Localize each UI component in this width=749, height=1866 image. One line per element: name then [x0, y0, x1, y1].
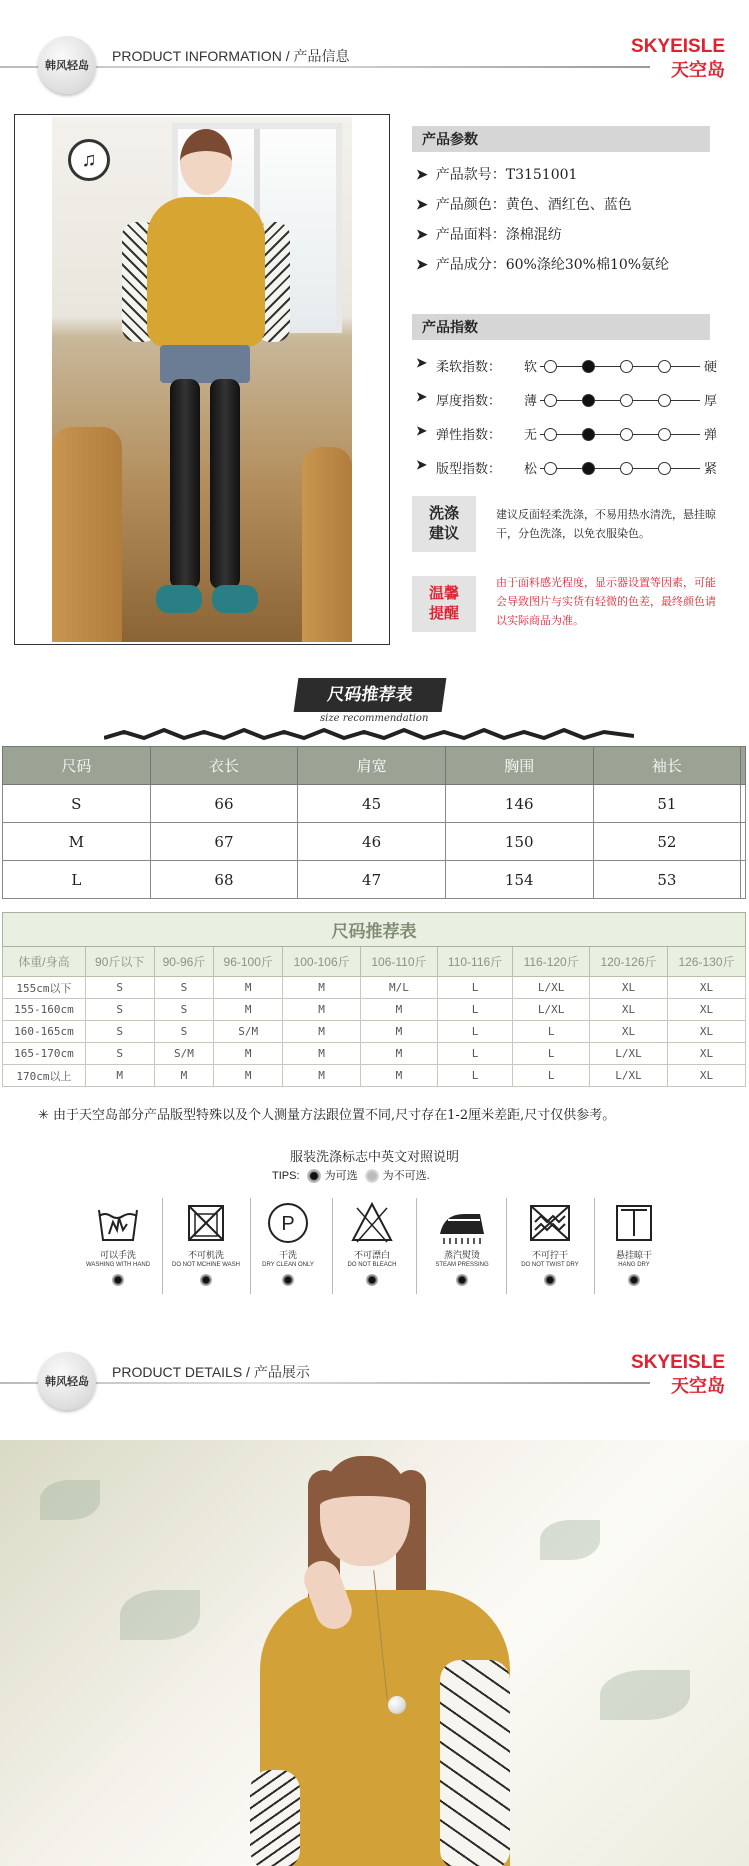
- size-disclaimer: ✳ 由于天空岛部分产品版型特殊以及个人测量方法跟位置不同,尺寸存在1-2厘米差距,尺寸仅供参考。: [38, 1108, 616, 1123]
- table-cell: M: [361, 1043, 438, 1065]
- care-symbol-label-en: DO NOT MCHINE WASH: [171, 1262, 240, 1268]
- table-row: [3, 861, 746, 899]
- table-cell: S: [85, 977, 154, 999]
- table-cell: L: [437, 1043, 513, 1065]
- index-high-label: 厚: [704, 394, 718, 409]
- table-caption: 尺码推荐表: [3, 913, 746, 947]
- symbol-divider: [506, 1198, 507, 1294]
- table-cell: [741, 861, 746, 899]
- pearl-pendant: [388, 1696, 406, 1714]
- table-cell: M/L: [361, 977, 438, 999]
- table-cell: S: [154, 1021, 214, 1043]
- table-cell: S: [85, 1021, 154, 1043]
- table-row: [3, 785, 746, 823]
- table-header-cell: 90-96斤: [154, 947, 214, 977]
- table-cell: M: [283, 999, 361, 1021]
- table-cell: XL: [667, 1065, 745, 1087]
- unselectable-dot-icon: [365, 1169, 379, 1183]
- table-cell: L/XL: [513, 999, 590, 1021]
- spec-text: 产品成分：60%涤纶30%棉10%氨纶: [435, 257, 670, 273]
- table-cell: XL: [590, 977, 668, 999]
- index-level-dot: [658, 462, 671, 475]
- index-row: [416, 356, 726, 376]
- table-cell: M: [361, 1021, 438, 1043]
- index-row: [416, 390, 726, 410]
- product-detail-photo: [0, 1440, 749, 1866]
- table-row: [3, 1065, 746, 1087]
- table-cell: S: [85, 1043, 154, 1065]
- care-symbol: [420, 1200, 504, 1310]
- care-symbol-label-cn: 不可机洗: [187, 1250, 224, 1260]
- table-cell: 47: [298, 861, 446, 899]
- brand-logo-cn: 天空岛: [671, 1376, 725, 1396]
- size-recommend-badge: 尺码推荐表: [294, 678, 447, 712]
- wash-advice-label: [412, 496, 476, 552]
- table-cell: XL: [590, 1021, 668, 1043]
- table-header-cell: [741, 747, 746, 785]
- table-cell: M: [214, 999, 283, 1021]
- table-header-cell: 110-116斤: [437, 947, 513, 977]
- brand-logo-en: SKYEISLE: [631, 1352, 725, 1373]
- params-heading: 产品参数: [412, 126, 710, 152]
- header-divider: [0, 1382, 650, 1384]
- table-cell: L: [513, 1021, 590, 1043]
- table-cell: L/XL: [513, 977, 590, 999]
- care-symbol-label-en: STEAM PRESSING: [435, 1262, 489, 1268]
- wash-label-line: 建议: [428, 525, 459, 542]
- product-photo-frame: [14, 114, 390, 645]
- spec-row: [416, 224, 562, 244]
- table-cell: 66: [150, 785, 298, 823]
- table-cell: S: [85, 999, 154, 1021]
- leaf-decoration: [600, 1670, 690, 1720]
- index-level-dot: [658, 360, 671, 373]
- spec-row: [416, 164, 577, 184]
- care-symbol-label-cn: 蒸汽熨烫: [443, 1250, 480, 1260]
- hang-dry-icon: [592, 1200, 676, 1246]
- table-cell: L: [437, 1065, 513, 1087]
- table-cell: 160-165cm: [3, 1021, 86, 1043]
- table-cell: L/XL: [590, 1043, 668, 1065]
- index-high-label: 硬: [704, 360, 718, 375]
- hand-wash-icon: [76, 1200, 160, 1246]
- table-cell: S: [154, 999, 214, 1021]
- selectable-dot-icon: [366, 1274, 378, 1286]
- spec-row: [416, 194, 632, 214]
- table-header-cell: 袖长: [593, 747, 741, 785]
- brand-logo-cn: 天空岛: [671, 60, 725, 80]
- selectable-dot-icon: [544, 1274, 556, 1286]
- index-low-label: 薄: [524, 394, 538, 409]
- table-cell: 45: [298, 785, 446, 823]
- index-level-dot: [658, 394, 671, 407]
- dry-clean-icon: [246, 1200, 330, 1246]
- size-recommend-table: [2, 912, 746, 1087]
- index-label: 厚度指数：: [436, 394, 502, 409]
- tips-no-text: 为不可选.: [382, 1170, 430, 1182]
- tips-label: TIPS:: [272, 1170, 300, 1182]
- music-note-icon: ♫: [68, 139, 110, 181]
- arrow-icon: ➤: [416, 458, 427, 473]
- table-cell: M: [154, 1065, 214, 1087]
- table-cell: XL: [667, 977, 745, 999]
- care-symbol: [164, 1200, 248, 1310]
- table-header-cell: 尺码: [3, 747, 151, 785]
- index-label: 版型指数：: [436, 462, 502, 477]
- table-cell: 150: [445, 823, 593, 861]
- table-cell: 154: [445, 861, 593, 899]
- no-machine-wash-icon: [164, 1200, 248, 1246]
- section-header-product-info: [0, 36, 749, 96]
- arrow-icon: ➤: [416, 424, 427, 439]
- table-cell: 46: [298, 823, 446, 861]
- table-header-cell: 体重/身高: [3, 947, 86, 977]
- table-cell: M: [283, 1043, 361, 1065]
- care-symbol-label-cn: 干洗: [278, 1250, 297, 1260]
- arrow-icon: ➤: [416, 356, 427, 371]
- table-row: [3, 823, 746, 861]
- size-recommend-subtitle: size recommendation: [320, 713, 429, 724]
- table-cell: [741, 823, 746, 861]
- arrow-icon: ➤: [416, 197, 428, 213]
- table-cell: M: [214, 977, 283, 999]
- care-symbol-label-en: DRY CLEAN ONLY: [262, 1262, 314, 1268]
- table-cell: 165-170cm: [3, 1043, 86, 1065]
- index-level-dot: [544, 428, 557, 441]
- spec-text: 产品颜色：黄色、酒红色、蓝色: [435, 197, 632, 213]
- table-cell: S/M: [214, 1021, 283, 1043]
- sneaker: [212, 585, 258, 613]
- table-header-cell: 106-110斤: [361, 947, 438, 977]
- yellow-sweater: [147, 197, 265, 347]
- table-cell: 53: [593, 861, 741, 899]
- table-cell: M: [3, 823, 151, 861]
- model-leg: [170, 379, 200, 589]
- reminder-label: [412, 576, 476, 632]
- reminder-label-line: 提醒: [428, 605, 459, 622]
- table-cell: M: [85, 1065, 154, 1087]
- index-level-dot: [620, 360, 633, 373]
- table-cell: S: [154, 977, 214, 999]
- table-header-cell: 126-130斤: [667, 947, 745, 977]
- arrow-icon: ➤: [416, 257, 428, 273]
- index-high-label: 紧: [704, 462, 718, 477]
- printed-panel: [250, 1770, 300, 1866]
- table-cell: L: [3, 861, 151, 899]
- spec-row: [416, 254, 669, 274]
- selectable-dot-icon: [307, 1169, 321, 1183]
- index-low-label: 无: [524, 428, 538, 443]
- index-heading: 产品指数: [412, 314, 710, 340]
- table-cell: M: [361, 1065, 438, 1087]
- brand-badge: 韩风轻岛: [38, 1352, 96, 1410]
- table-row: [3, 977, 746, 999]
- brand-badge: 韩风轻岛: [38, 36, 96, 94]
- steam-iron-icon: [420, 1200, 504, 1246]
- leaf-decoration: [40, 1480, 100, 1520]
- table-row: [3, 1043, 746, 1065]
- table-header-cell: 120-126斤: [590, 947, 668, 977]
- care-symbol: [508, 1200, 592, 1310]
- tips-yes-text: 为可选: [324, 1170, 358, 1182]
- care-symbol-label-en: DO NOT BLEACH: [347, 1262, 397, 1268]
- leaf-decoration: [120, 1590, 200, 1640]
- selectable-dot-icon: [112, 1274, 124, 1286]
- table-cell: 68: [150, 861, 298, 899]
- care-symbol-label-cn: 可以手洗: [99, 1250, 136, 1260]
- table-cell: L: [437, 977, 513, 999]
- table-cell: XL: [667, 1043, 745, 1065]
- table-cell: 146: [445, 785, 593, 823]
- no-bleach-icon: [330, 1200, 414, 1246]
- table-cell: 155-160cm: [3, 999, 86, 1021]
- index-label: 柔软指数：: [436, 360, 502, 375]
- model-leg: [210, 379, 240, 589]
- chair: [52, 427, 122, 642]
- table-header-cell: 胸围: [445, 747, 593, 785]
- reminder-text: 由于面料感光程度，显示器设置等因素，可能会导致图片与实货有轻微的色差，最终颜色请以实际商品为准。: [496, 577, 716, 627]
- index-level-dot: [658, 428, 671, 441]
- no-wring-icon: [508, 1200, 592, 1246]
- section-header-product-details: [0, 1352, 749, 1412]
- spec-text: 产品款号：T3151001: [435, 167, 578, 183]
- table-cell: L: [513, 1043, 590, 1065]
- table-row: [3, 999, 746, 1021]
- index-level-dot: [544, 360, 557, 373]
- selectable-dot-icon: [628, 1274, 640, 1286]
- index-row: [416, 458, 726, 478]
- selectable-dot-icon: [200, 1274, 212, 1286]
- index-high-label: 弹: [704, 428, 718, 443]
- table-header-cell: 96-100斤: [214, 947, 283, 977]
- care-symbol-label-cn: 不可拧干: [531, 1250, 568, 1260]
- table-cell: L: [513, 1065, 590, 1087]
- care-symbol: [330, 1200, 414, 1310]
- table-header-cell: 100-106斤: [283, 947, 361, 977]
- care-symbol: [592, 1200, 676, 1310]
- table-cell: M: [214, 1065, 283, 1087]
- table-cell: M: [283, 1065, 361, 1087]
- table-header-cell: 肩宽: [298, 747, 446, 785]
- index-level-dot: [544, 462, 557, 475]
- tips-legend: [272, 1167, 430, 1183]
- table-cell: L: [437, 999, 513, 1021]
- zigzag-divider: [104, 726, 634, 742]
- table-cell: S/M: [154, 1043, 214, 1065]
- section-title: PRODUCT INFORMATION / 产品信息: [112, 48, 350, 64]
- denim-shorts: [160, 345, 250, 383]
- table-cell: [741, 785, 746, 823]
- spec-text: 产品面料：涤棉混纺: [435, 227, 562, 243]
- table-cell: XL: [590, 999, 668, 1021]
- model-head: [320, 1456, 410, 1566]
- table-cell: M: [283, 1021, 361, 1043]
- index-level-dot: [544, 394, 557, 407]
- table-cell: 51: [593, 785, 741, 823]
- model-head: [180, 129, 232, 195]
- leaf-decoration: [540, 1520, 600, 1560]
- table-row: [3, 1021, 746, 1043]
- selectable-dot-icon: [282, 1274, 294, 1286]
- index-row: [416, 424, 726, 444]
- sneaker: [156, 585, 202, 613]
- table-cell: XL: [667, 1021, 745, 1043]
- table-cell: M: [214, 1043, 283, 1065]
- index-level-dot: [582, 360, 595, 373]
- svg-text:P: P: [281, 1213, 295, 1235]
- wash-advice-text: 建议反面轻柔洗涤，不易用热水清洗，悬挂晾干，分色洗涤，以免衣服染色。: [496, 509, 716, 540]
- table-cell: L/XL: [590, 1065, 668, 1087]
- index-label: 弹性指数：: [436, 428, 502, 443]
- care-symbol: [246, 1200, 330, 1310]
- index-low-label: 松: [524, 462, 538, 477]
- size-table: [2, 746, 746, 899]
- care-symbol-label-en: HANG DRY: [618, 1262, 650, 1268]
- table-cell: M: [361, 999, 438, 1021]
- chair: [302, 447, 352, 642]
- index-level-dot: [620, 462, 633, 475]
- table-cell: 67: [150, 823, 298, 861]
- care-symbol-label-en: DO NOT TWIST DRY: [521, 1262, 579, 1268]
- index-level-dot: [582, 394, 595, 407]
- section-title: PRODUCT DETAILS / 产品展示: [112, 1364, 310, 1380]
- care-symbol-label-en: WASHING WITH HAND: [85, 1262, 151, 1268]
- table-cell: 52: [593, 823, 741, 861]
- table-cell: S: [3, 785, 151, 823]
- wash-label-line: 洗涤: [428, 505, 459, 522]
- table-header-cell: 116-120斤: [513, 947, 590, 977]
- care-symbol-label-cn: 悬挂晾干: [615, 1250, 652, 1260]
- printed-panel: [440, 1660, 510, 1866]
- product-photo: [52, 117, 352, 642]
- symbol-divider: [416, 1198, 417, 1294]
- table-cell: XL: [667, 999, 745, 1021]
- table-header-cell: 90斤以下: [85, 947, 154, 977]
- index-level-dot: [620, 428, 633, 441]
- care-symbol-label-cn: 不可漂白: [353, 1250, 390, 1260]
- selectable-dot-icon: [456, 1274, 468, 1286]
- index-low-label: 软: [524, 360, 538, 375]
- brand-logo-en: SKYEISLE: [631, 36, 725, 57]
- arrow-icon: ➤: [416, 227, 428, 243]
- table-header-cell: 衣长: [150, 747, 298, 785]
- table-cell: 155cm以下: [3, 977, 86, 999]
- arrow-icon: ➤: [416, 167, 428, 183]
- index-level-dot: [582, 462, 595, 475]
- table-cell: 170cm以上: [3, 1065, 86, 1087]
- header-divider: [0, 66, 650, 68]
- index-level-dot: [620, 394, 633, 407]
- care-symbol: [76, 1200, 160, 1310]
- index-level-dot: [582, 428, 595, 441]
- reminder-label-line: 温馨: [428, 585, 459, 602]
- table-cell: M: [283, 977, 361, 999]
- arrow-icon: ➤: [416, 390, 427, 405]
- wash-symbols-title: 服装洗涤标志中英文对照说明: [289, 1149, 459, 1164]
- symbol-divider: [162, 1198, 163, 1294]
- table-cell: L: [437, 1021, 513, 1043]
